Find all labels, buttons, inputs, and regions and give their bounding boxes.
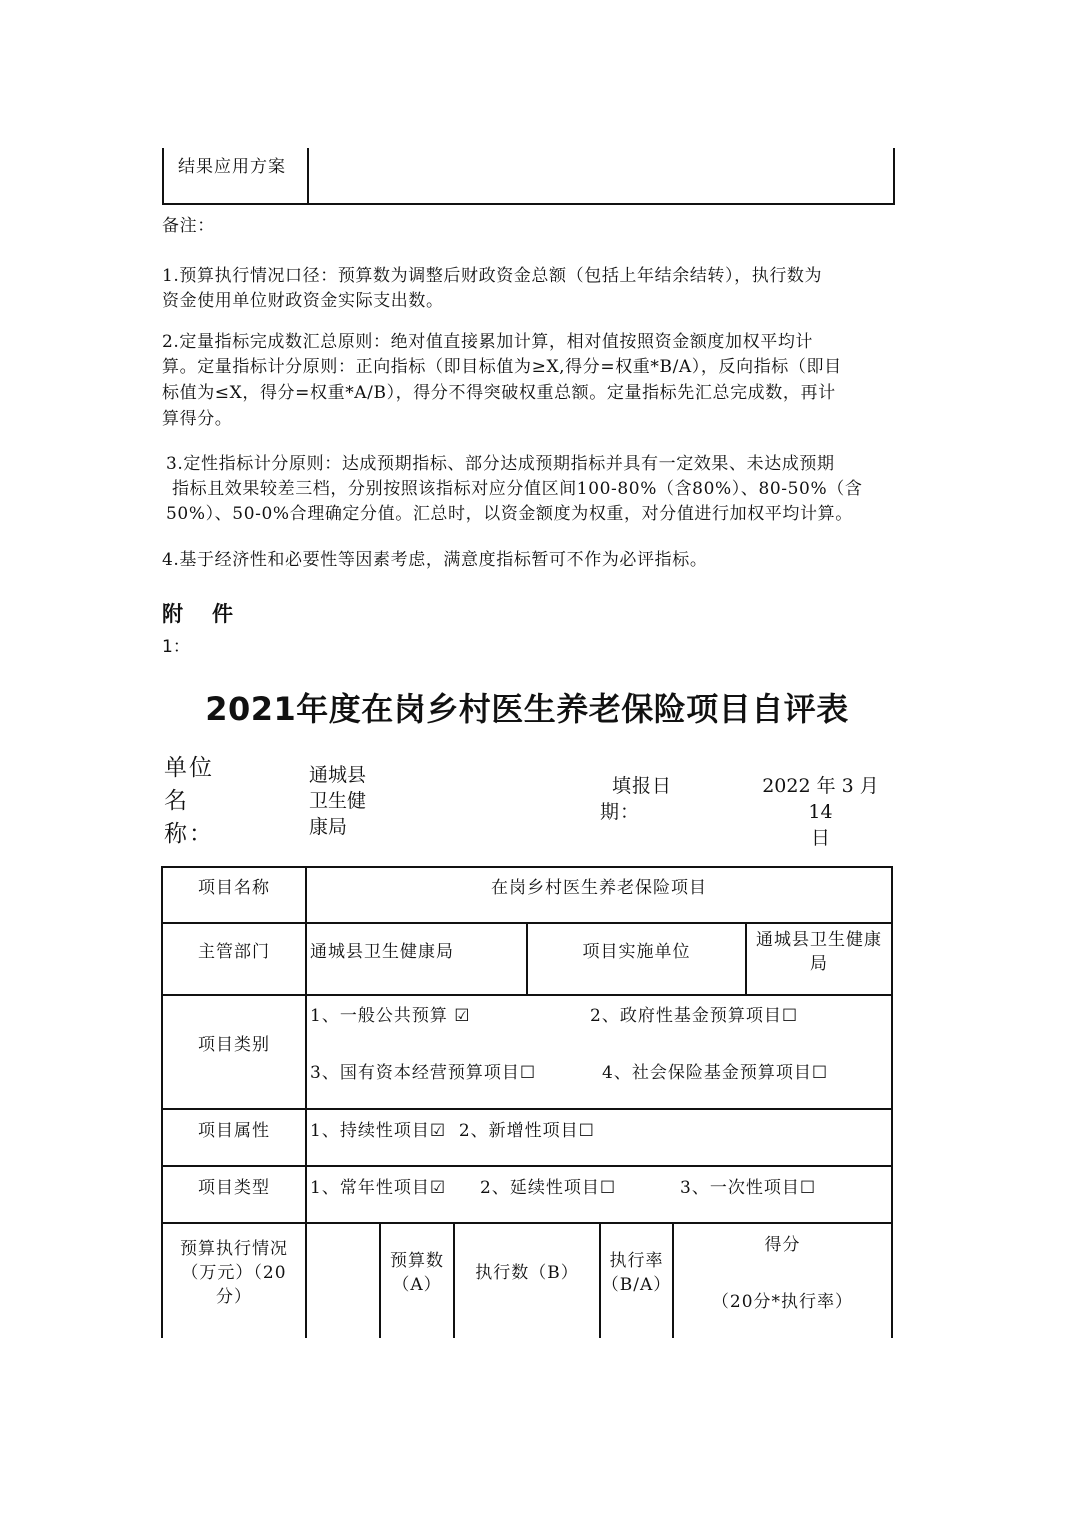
note-1-line-2: 资金使用单位财政资金实际支出数。 xyxy=(162,291,444,311)
category-option-general: 1、一般公共预算 ☑ xyxy=(310,1006,471,1026)
attribute-options: 1、持续性项目☑ 2、新增性项目☐ xyxy=(310,1121,595,1141)
page-title: 2021年度在岗乡村医生养老保险项目自评表 xyxy=(205,690,849,728)
note-2-line-3: 标值为≤X，得分=权重*A/B），得分不得突破权重总额。定量指标先汇总完成数，再计 xyxy=(162,383,836,403)
unit-name-value: 通城县 卫生健 康局 xyxy=(309,764,367,838)
implementing-unit-label: 项目实施单位 xyxy=(582,942,691,962)
category-option-state-capital: 3、国有资本经营预算项目☐ xyxy=(310,1063,537,1083)
note-2-line-4: 算得分。 xyxy=(162,409,233,429)
project-name-label: 项目名称 xyxy=(198,878,270,898)
budget-execution-label: 预算执行情况 （万元）（20 分） xyxy=(180,1239,288,1307)
notes-heading: 备注： xyxy=(162,216,215,236)
department-label: 主管部门 xyxy=(198,942,270,962)
type-option-continuing: 2、延续性项目☐ xyxy=(480,1178,617,1198)
attachment-char-2: 件 xyxy=(212,602,233,626)
score-formula: （20分*执行率） xyxy=(711,1292,854,1312)
attachment-char-1: 附 xyxy=(162,602,183,626)
note-3-line-1: 3.定性指标计分原则：达成预期指标、部分达成预期指标并具有一定效果、未达成预期 xyxy=(166,454,835,474)
type-label: 项目类型 xyxy=(198,1178,270,1198)
fill-date-value: 2022 年 3 月 14 日 xyxy=(762,775,879,849)
score-header: 得分 xyxy=(764,1235,801,1255)
implementing-unit-value: 通城县卫生健康 局 xyxy=(756,930,882,974)
unit-name-label: 单位 名 称： xyxy=(164,755,214,847)
category-option-fund: 2、政府性基金预算项目☐ xyxy=(590,1006,799,1026)
note-1-line-1: 1.预算执行情况口径：预算数为调整后财政资金总额（包括上年结余结转），执行数为 xyxy=(162,266,823,286)
type-option-annual: 1、常年性项目☑ xyxy=(310,1178,447,1198)
attribute-label: 项目属性 xyxy=(198,1121,270,1141)
result-application-label: 结果应用方案 xyxy=(178,157,286,177)
execution-rate-header: 执行率 （B/A） xyxy=(601,1251,672,1295)
note-2-line-2: 算。定量指标计分原则：正向指标（即目标值为≥X,得分=权重*B/A），反向指标（即目 xyxy=(162,357,842,377)
type-option-one-time: 3、一次性项目☐ xyxy=(680,1178,817,1198)
note-3-line-3: 50%）、50-0%合理确定分值。汇总时，以资金额度为权重，对分值进行加权平均计算。 xyxy=(166,504,853,524)
department-value: 通城县卫生健康局 xyxy=(310,942,454,962)
category-option-social-insurance: 4、社会保险基金预算项目☐ xyxy=(602,1063,829,1083)
category-label: 项目类别 xyxy=(198,1035,270,1055)
attachment-number: 1： xyxy=(162,637,190,657)
project-name-value: 在岗乡村医生养老保险项目 xyxy=(491,878,707,898)
note-2-line-1: 2.定量指标完成数汇总原则：绝对值直接累加计算，相对值按照资金额度加权平均计 xyxy=(162,332,814,352)
executed-amount-header: 执行数（B） xyxy=(475,1263,579,1283)
fill-date-label: 填报日 期： xyxy=(600,775,673,823)
note-3-line-2: 指标且效果较差三档，分别按照该指标对应分值区间100-80%（含80%）、80-50%（含 xyxy=(172,479,863,499)
note-4-line-1: 4.基于经济性和必要性等因素考虑，满意度指标暂可不作为必评指标。 xyxy=(162,550,708,570)
budget-amount-header: 预算数 （A） xyxy=(390,1251,444,1295)
